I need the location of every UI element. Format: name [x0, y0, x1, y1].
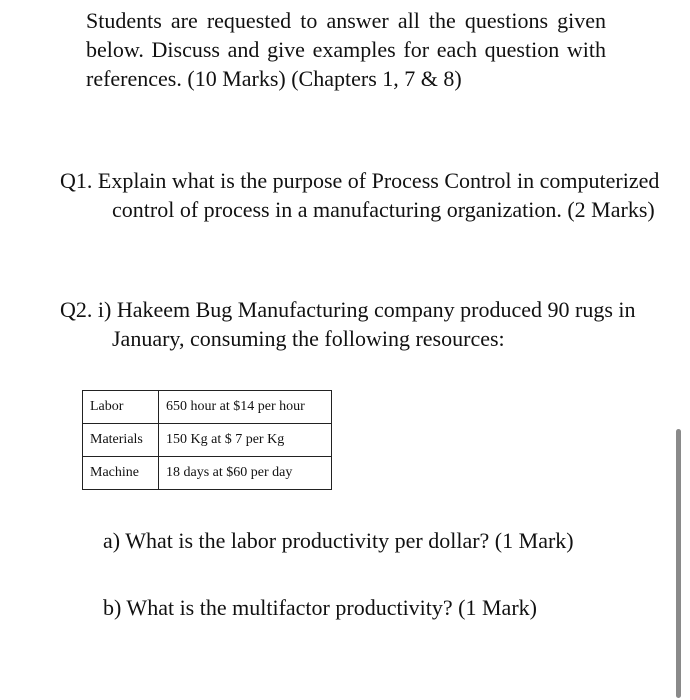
table-row: [83, 424, 332, 457]
resource-name-cell: Machine: [83, 457, 159, 490]
instructions-paragraph: Students are requested to answer all the questions given below. Discuss and give examples for each question with references. (10 Marks) (Chapters 1, 7 & 8): [86, 8, 606, 91]
resources-table: [82, 390, 332, 490]
table-row: [83, 391, 332, 424]
sub-question-a: a) What is the labor productivity per dollar? (1 Mark): [103, 528, 574, 553]
resource-detail-cell: 18 days at $60 per day: [159, 457, 332, 490]
resource-detail-cell: 650 hour at $14 per hour: [159, 391, 332, 424]
table-row: [83, 457, 332, 490]
resource-detail-cell: 150 Kg at $ 7 per Kg: [159, 424, 332, 457]
question-2-part-i: Q2. i) Hakeem Bug Manufacturing company produced 90 rugs in January, consuming the following resources:: [60, 297, 636, 351]
question-1: Q1. Explain what is the purpose of Process Control in computerized control of process in a manufacturing organization. (2 Marks): [60, 168, 660, 222]
sub-question-b: b) What is the multifactor productivity? (1 Mark): [103, 595, 537, 620]
vertical-scrollbar[interactable]: [676, 429, 681, 698]
resource-name-cell: Materials: [83, 424, 159, 457]
resource-name-cell: Labor: [83, 391, 159, 424]
